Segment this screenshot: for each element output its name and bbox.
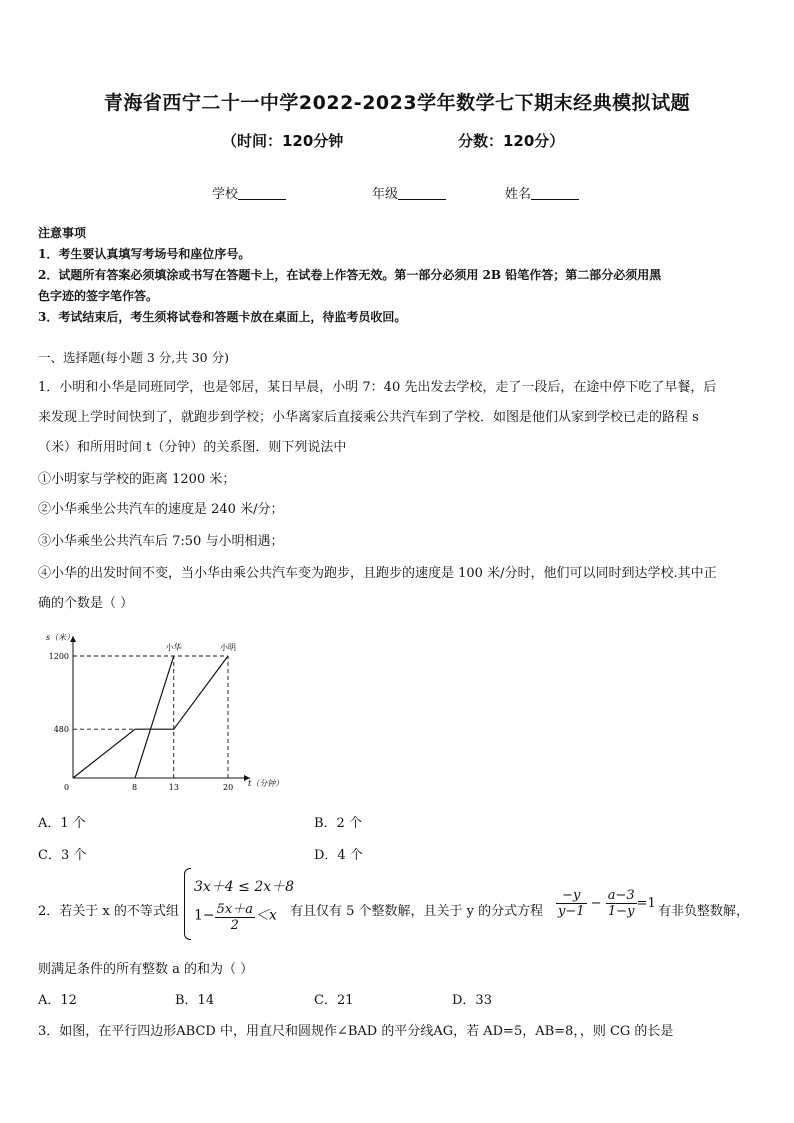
grade-label: 年级 <box>372 187 399 202</box>
x-tick-label: 20 <box>223 783 234 792</box>
q2-suffix: 有非负整数解， <box>658 904 750 919</box>
notes-heading: 注意事项 <box>38 226 87 240</box>
q2-option-a[interactable]: A．12 <box>38 993 77 1008</box>
school-label: 学校 <box>212 187 239 202</box>
equals-one: =1 <box>636 896 656 911</box>
q1-statement: ③小华乘坐公共汽车后 7:50 与小明相遇； <box>38 534 284 549</box>
ineq2-numerator: 5x＋a <box>215 898 255 918</box>
q1-statement: ①小明家与学校的距离 1200 米； <box>38 472 236 487</box>
x-tick-label: 8 <box>132 783 138 792</box>
q1-option-d[interactable]: D．4 个 <box>314 848 363 863</box>
section-heading: 一、选择题(每小题 3 分,共 30 分) <box>38 350 229 365</box>
y-tick-label: 1200 <box>48 652 69 661</box>
q2-prefix: 2．若关于 x 的不等式组 <box>38 904 179 919</box>
q1-statement: ④小华的出发时间不变，当小华由乘公共汽车变为跑步，且跑步的速度是 100 米/分时，他们可以同时到达学校.其中正 <box>38 566 717 581</box>
note-item: 3．考试结束后，考生须将试卷和答题卡放在桌面上，待监考员收回。 <box>38 310 407 324</box>
ineq2-part: ＜x <box>255 907 277 924</box>
fraction1-denominator: y−1 <box>558 904 585 919</box>
exam-time: （时间：120分钟 <box>222 132 344 150</box>
fraction2-denominator: 1−y <box>607 904 635 919</box>
q1-stem-line: （米）和所用时间 t（分钟）的关系图．则下列说法中 <box>38 440 347 455</box>
q2-option-d[interactable]: D．33 <box>452 993 492 1008</box>
minus-sign: − <box>590 896 602 911</box>
series-line <box>73 656 228 778</box>
y-axis-label: s（米） <box>46 633 75 642</box>
note-item: 1．考生要认真填写考场号和座位序号。 <box>38 247 251 261</box>
school-field[interactable] <box>212 183 286 202</box>
fraction2-numerator: a−3 <box>607 888 635 903</box>
q2-middle: 有且仅有 5 个整数解，且关于 y 的分式方程 <box>290 904 544 919</box>
inequality-1: 3x＋4 ≤ 2x＋8 <box>194 879 295 895</box>
q3-stem: 3．如图，在平行四边形ABCD 中，用直尺和圆规作∠BAD 的平分线AG，若 AD=5，AB=8，，则 CG 的长是 <box>38 1024 674 1039</box>
system-brace <box>184 868 191 940</box>
distance-time-graph <box>40 628 300 798</box>
note-item: 色字迹的签字笔作答。 <box>38 289 159 303</box>
ineq2-part: 1− <box>194 907 215 924</box>
q1-stem-line: 1．小明和小华是同班同学，也是邻居，某日早晨，小明 7：40 先出发去学校，走了一段后，在途中停下吃了早餐，后 <box>38 380 717 395</box>
q1-stem-line: 来发现上学时间快到了，就跑步到学校；小华离家后直接乘公共汽车到了学校．如图是他们从家到学校已走的路程 s <box>38 410 699 425</box>
series-label: 小明 <box>220 643 236 652</box>
q2-option-b[interactable]: B．14 <box>175 993 215 1008</box>
series-lines <box>73 642 236 778</box>
fraction-equation <box>556 888 656 919</box>
series-line <box>135 656 174 778</box>
q2-option-c[interactable]: C．21 <box>314 993 354 1008</box>
q1-option-b[interactable]: B．2 个 <box>314 816 362 831</box>
q2-line2: 则满足条件的所有整数 a 的和为（ ） <box>38 962 254 977</box>
x-tick-label: 13 <box>168 783 179 792</box>
x-tick-label: 0 <box>64 783 70 792</box>
page-title: 青海省西宁二十一中学2022-2023学年数学七下期末经典模拟试题 <box>103 92 691 114</box>
y-tick-label: 480 <box>53 725 69 735</box>
note-item: 2．试题所有答案必须填涂或书写在答题卡上，在试卷上作答无效。第一部分必须用 2B 铅笔作答；第二部分必须用黑 <box>38 268 662 282</box>
name-label: 姓名 <box>505 187 532 202</box>
q1-option-c[interactable]: C．3 个 <box>38 848 87 863</box>
inequality-2 <box>194 898 277 933</box>
q1-option-a[interactable]: A．1 个 <box>38 816 86 831</box>
exam-score: 分数：120分） <box>458 132 565 150</box>
series-label: 小华 <box>165 643 182 652</box>
name-field[interactable] <box>505 183 579 202</box>
x-axis-label: t（分钟） <box>248 779 284 788</box>
q1-statement: 确的个数是（ ） <box>38 596 134 611</box>
ineq2-denominator: 2 <box>230 918 239 933</box>
q1-statement: ②小华乘坐公共汽车的速度是 240 米/分； <box>38 502 284 517</box>
fraction1-numerator: −y <box>556 888 587 904</box>
grade-field[interactable] <box>372 183 446 202</box>
